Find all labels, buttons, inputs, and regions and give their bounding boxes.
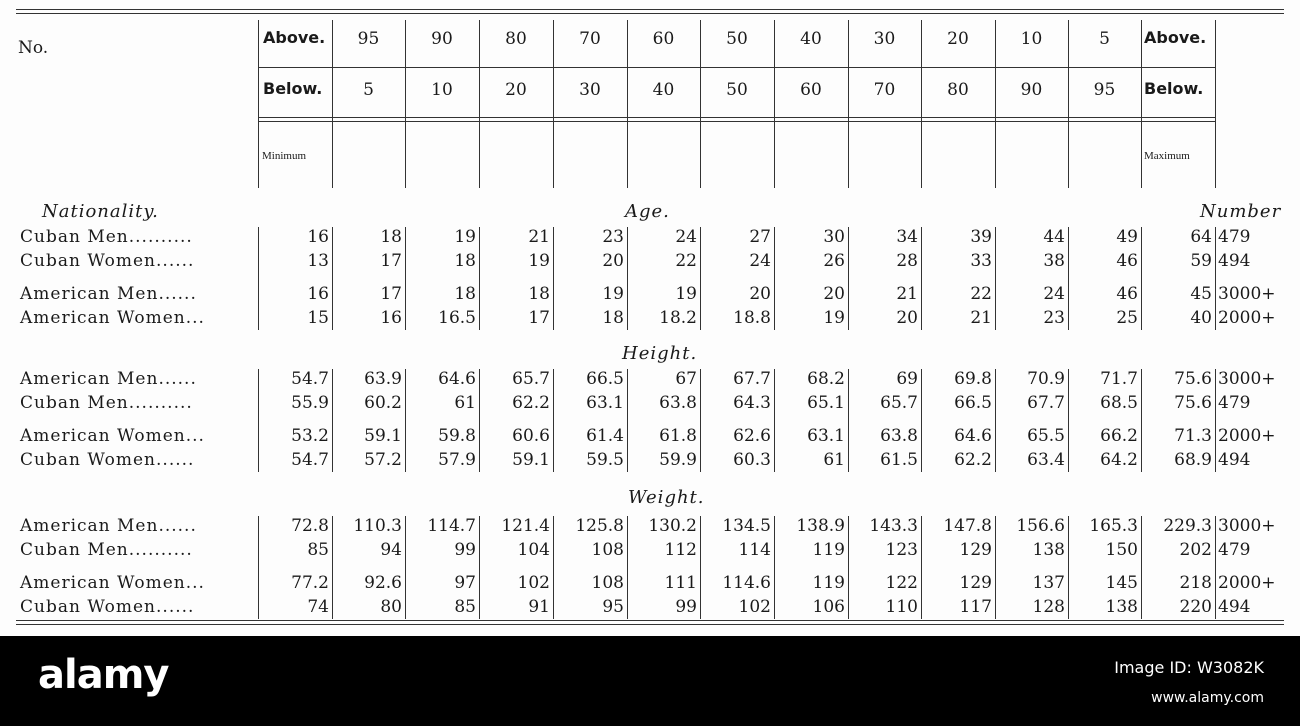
body-column-line	[700, 227, 701, 330]
row-label: American Men......	[20, 369, 197, 389]
above-percentile: 10	[1020, 29, 1043, 49]
header-mid-rule	[258, 67, 1215, 68]
table-cell: 69	[896, 369, 918, 389]
table-cell: 23	[1043, 308, 1065, 328]
row-label: American Women...	[20, 308, 205, 328]
table-cell: 121.4	[501, 516, 550, 536]
above-label-right: Above.	[1144, 28, 1207, 47]
table-cell: 130.2	[648, 516, 697, 536]
table-cell: 92.6	[364, 573, 402, 593]
row-number: 479	[1218, 540, 1251, 560]
body-column-line	[774, 516, 775, 619]
table-cell: 44	[1043, 227, 1065, 247]
row-number: 2000+	[1218, 426, 1276, 446]
header-column-line	[627, 20, 628, 188]
table-cell: 65.7	[880, 393, 918, 413]
nationality-heading: Nationality.	[42, 201, 159, 222]
body-column-line	[627, 516, 628, 619]
above-percentile: 70	[579, 29, 601, 49]
body-column-line	[258, 369, 259, 472]
body-column-line	[553, 369, 554, 472]
table-cell: 85	[307, 540, 329, 560]
above-percentile: 80	[505, 29, 527, 49]
table-cell: 108	[591, 540, 624, 560]
table-cell: 114.6	[722, 573, 771, 593]
table-cell: 24	[749, 251, 771, 271]
table-cell: 123	[885, 540, 918, 560]
row-label: American Women...	[20, 573, 205, 593]
header-column-line	[700, 20, 701, 188]
below-percentile: 80	[947, 80, 969, 100]
header-column-line	[258, 20, 259, 188]
table-cell: 138.9	[796, 516, 845, 536]
table-cell: 54.7	[291, 369, 329, 389]
above-percentile: 5	[1099, 29, 1110, 49]
header-column-line	[1215, 20, 1216, 188]
no-label: No.	[18, 38, 49, 58]
above-percentile: 90	[431, 29, 453, 49]
table-cell: 17	[528, 308, 550, 328]
table-cell: 61.5	[880, 450, 918, 470]
table-cell: 18.8	[733, 308, 771, 328]
header-column-line	[553, 20, 554, 188]
body-column-line	[627, 227, 628, 330]
table-cell: 102	[517, 573, 550, 593]
row-label: Cuban Women......	[20, 450, 195, 470]
table-cell: 21	[528, 227, 550, 247]
below-percentile: 40	[652, 80, 675, 100]
body-column-line	[332, 516, 333, 619]
header-column-line	[405, 20, 406, 188]
table-cell: 20	[823, 284, 845, 304]
table-cell: 66.5	[586, 369, 624, 389]
table-cell: 59.1	[512, 450, 550, 470]
table-cell: 21	[970, 308, 992, 328]
section-title: Height.	[622, 343, 698, 364]
table-cell: 19	[823, 308, 845, 328]
table-cell: 46	[1116, 284, 1138, 304]
bottom-rule	[16, 620, 1284, 621]
header-column-line	[332, 20, 333, 188]
body-column-line	[405, 227, 406, 330]
below-percentile: 90	[1020, 80, 1043, 100]
table-cell: 49	[1116, 227, 1138, 247]
body-column-line	[995, 516, 996, 619]
watermark-url: www.alamy.com	[1151, 690, 1264, 706]
section-title: Age.	[625, 201, 670, 222]
below-label: Below.	[263, 79, 323, 98]
table-cell: 16	[307, 284, 329, 304]
table-cell: 60.3	[733, 450, 771, 470]
table-cell: 39	[970, 227, 992, 247]
table-cell: 218	[1179, 573, 1212, 593]
row-number: 494	[1218, 597, 1251, 617]
table-cell: 16	[380, 308, 402, 328]
header-column-line	[1068, 20, 1069, 188]
table-cell: 85	[454, 597, 476, 617]
above-label: Above.	[263, 28, 326, 47]
table-cell: 19	[675, 284, 697, 304]
body-column-line	[700, 369, 701, 472]
table-cell: 63.1	[807, 426, 845, 446]
table-cell: 54.7	[291, 450, 329, 470]
body-column-line	[921, 516, 922, 619]
body-column-line	[627, 369, 628, 472]
table-cell: 19	[528, 251, 550, 271]
table-cell: 17	[380, 251, 402, 271]
table-cell: 117	[959, 597, 992, 617]
table-cell: 26	[823, 251, 845, 271]
table-cell: 27	[749, 227, 771, 247]
top-rule	[16, 9, 1284, 10]
body-column-line	[405, 516, 406, 619]
table-cell: 18.2	[659, 308, 697, 328]
body-column-line	[258, 516, 259, 619]
below-label-right: Below.	[1144, 79, 1204, 98]
table-cell: 112	[664, 540, 697, 560]
table-cell: 18	[454, 284, 476, 304]
maximum-label: Maximum	[1144, 150, 1190, 162]
body-column-line	[1215, 369, 1216, 472]
table-cell: 64.2	[1100, 450, 1138, 470]
below-percentile: 95	[1093, 80, 1116, 100]
table-cell: 18	[380, 227, 402, 247]
table-cell: 134.5	[722, 516, 771, 536]
table-cell: 28	[896, 251, 918, 271]
table-cell: 57.9	[438, 450, 476, 470]
table-cell: 55.9	[291, 393, 329, 413]
body-column-line	[258, 227, 259, 330]
table-cell: 129	[959, 540, 992, 560]
table-cell: 138	[1105, 597, 1138, 617]
below-percentile: 70	[873, 80, 896, 100]
table-cell: 18	[454, 251, 476, 271]
table-cell: 62.2	[954, 450, 992, 470]
bottom-rule-inner	[16, 624, 1284, 625]
top-rule-inner	[16, 13, 1284, 14]
image-id-text: Image ID: W3082K	[1114, 658, 1264, 677]
table-cell: 137	[1032, 573, 1065, 593]
table-cell: 99	[454, 540, 476, 560]
table-cell: 67	[675, 369, 697, 389]
table-cell: 62.2	[512, 393, 550, 413]
table-cell: 16.5	[438, 308, 476, 328]
row-number: 2000+	[1218, 573, 1276, 593]
table-cell: 165.3	[1089, 516, 1138, 536]
row-label: Cuban Men..........	[20, 227, 193, 247]
table-cell: 119	[812, 540, 845, 560]
table-cell: 63.8	[880, 426, 918, 446]
table-cell: 75.6	[1174, 393, 1212, 413]
below-percentile: 5	[363, 80, 374, 100]
table-cell: 16	[307, 227, 329, 247]
above-percentile: 60	[652, 29, 675, 49]
body-column-line	[1215, 227, 1216, 330]
above-percentile: 40	[800, 29, 822, 49]
table-cell: 24	[675, 227, 697, 247]
table-cell: 70.9	[1027, 369, 1065, 389]
table-cell: 63.4	[1027, 450, 1065, 470]
table-cell: 67.7	[733, 369, 771, 389]
row-number: 479	[1218, 393, 1251, 413]
body-column-line	[479, 369, 480, 472]
table-cell: 64.3	[733, 393, 771, 413]
below-percentile: 30	[579, 80, 601, 100]
table-cell: 156.6	[1016, 516, 1065, 536]
body-column-line	[1068, 369, 1069, 472]
table-cell: 68.2	[807, 369, 845, 389]
table-cell: 22	[675, 251, 697, 271]
row-number: 494	[1218, 251, 1251, 271]
table-cell: 91	[528, 597, 550, 617]
header-column-line	[921, 20, 922, 188]
table-cell: 80	[380, 597, 402, 617]
above-percentile: 95	[357, 29, 380, 49]
table-cell: 18	[602, 308, 624, 328]
table-cell: 74	[307, 597, 329, 617]
below-percentile: 20	[505, 80, 527, 100]
body-column-line	[332, 227, 333, 330]
table-cell: 138	[1032, 540, 1065, 560]
table-cell: 202	[1179, 540, 1212, 560]
above-percentile: 50	[726, 29, 748, 49]
table-cell: 59.8	[438, 426, 476, 446]
table-cell: 110.3	[353, 516, 402, 536]
row-label: American Women...	[20, 426, 205, 446]
header-column-line	[995, 20, 996, 188]
table-cell: 30	[823, 227, 845, 247]
table-cell: 24	[1043, 284, 1065, 304]
table-cell: 129	[959, 573, 992, 593]
body-column-line	[1215, 516, 1216, 619]
table-cell: 20	[602, 251, 624, 271]
table-cell: 63.9	[364, 369, 402, 389]
body-column-line	[1068, 227, 1069, 330]
row-number: 3000+	[1218, 284, 1276, 304]
table-cell: 65.1	[807, 393, 845, 413]
table-cell: 25	[1116, 308, 1138, 328]
row-label: Cuban Men..........	[20, 540, 193, 560]
row-label: Cuban Women......	[20, 251, 195, 271]
table-cell: 71.7	[1100, 369, 1138, 389]
table-cell: 114	[738, 540, 771, 560]
row-number: 2000+	[1218, 308, 1276, 328]
row-label: Cuban Men..........	[20, 393, 193, 413]
table-cell: 34	[896, 227, 918, 247]
body-column-line	[848, 369, 849, 472]
table-cell: 33	[970, 251, 992, 271]
table-cell: 60.2	[364, 393, 402, 413]
watermark-banner	[0, 636, 1300, 726]
table-cell: 106	[812, 597, 845, 617]
table-cell: 64	[1190, 227, 1212, 247]
table-cell: 19	[454, 227, 476, 247]
table-cell: 65.5	[1027, 426, 1065, 446]
table-cell: 97	[454, 573, 476, 593]
table-cell: 23	[602, 227, 624, 247]
table-cell: 143.3	[869, 516, 918, 536]
table-cell: 59	[1190, 251, 1212, 271]
table-cell: 61	[454, 393, 476, 413]
header-column-line	[479, 20, 480, 188]
table-cell: 59.5	[586, 450, 624, 470]
table-cell: 65.7	[512, 369, 550, 389]
table-cell: 102	[738, 597, 771, 617]
table-cell: 110	[885, 597, 918, 617]
table-cell: 150	[1105, 540, 1138, 560]
table-cell: 61.8	[659, 426, 697, 446]
table-cell: 71.3	[1174, 426, 1212, 446]
body-column-line	[1141, 369, 1142, 472]
header-column-line	[774, 20, 775, 188]
below-percentile: 60	[800, 80, 822, 100]
table-cell: 53.2	[291, 426, 329, 446]
table-cell: 20	[749, 284, 771, 304]
table-cell: 94	[380, 540, 402, 560]
table-cell: 114.7	[427, 516, 476, 536]
body-column-line	[479, 227, 480, 330]
minimum-label: Minimum	[262, 150, 307, 162]
table-cell: 125.8	[575, 516, 624, 536]
row-label: Cuban Women......	[20, 597, 195, 617]
section-title: Weight.	[628, 487, 705, 508]
table-cell: 40	[1190, 308, 1212, 328]
header-column-line	[1141, 20, 1142, 188]
row-number: 3000+	[1218, 369, 1276, 389]
body-column-line	[1068, 516, 1069, 619]
table-cell: 15	[307, 308, 329, 328]
table-cell: 147.8	[943, 516, 992, 536]
body-column-line	[774, 227, 775, 330]
table-cell: 62.6	[733, 426, 771, 446]
row-number: 494	[1218, 450, 1251, 470]
table-cell: 68.9	[1174, 450, 1212, 470]
table-cell: 122	[885, 573, 918, 593]
below-percentile: 10	[431, 80, 453, 100]
table-cell: 61.4	[586, 426, 624, 446]
row-number: 479	[1218, 227, 1251, 247]
body-column-line	[553, 227, 554, 330]
number-heading: Number	[1200, 201, 1282, 222]
table-cell: 67.7	[1027, 393, 1065, 413]
body-column-line	[1141, 227, 1142, 330]
body-column-line	[332, 369, 333, 472]
table-cell: 64.6	[438, 369, 476, 389]
table-cell: 20	[896, 308, 918, 328]
table-cell: 111	[664, 573, 697, 593]
table-cell: 18	[528, 284, 550, 304]
table-cell: 38	[1043, 251, 1065, 271]
table-cell: 68.5	[1100, 393, 1138, 413]
table-cell: 64.6	[954, 426, 992, 446]
table-cell: 108	[591, 573, 624, 593]
body-column-line	[774, 369, 775, 472]
body-column-line	[848, 227, 849, 330]
table-cell: 22	[970, 284, 992, 304]
body-column-line	[995, 369, 996, 472]
table-cell: 75.6	[1174, 369, 1212, 389]
body-column-line	[1141, 516, 1142, 619]
table-cell: 19	[602, 284, 624, 304]
body-column-line	[405, 369, 406, 472]
alamy-logo: alamy	[38, 652, 169, 698]
header-double-rule	[258, 117, 1215, 118]
table-cell: 59.9	[659, 450, 697, 470]
body-column-line	[479, 516, 480, 619]
row-label: American Men......	[20, 284, 197, 304]
above-percentile: 30	[873, 29, 896, 49]
body-column-line	[921, 227, 922, 330]
table-cell: 17	[380, 284, 402, 304]
table-cell: 69.8	[954, 369, 992, 389]
table-cell: 128	[1032, 597, 1065, 617]
header-double-rule-inner	[258, 121, 1215, 122]
body-column-line	[848, 516, 849, 619]
above-percentile: 20	[947, 29, 969, 49]
body-column-line	[700, 516, 701, 619]
table-cell: 59.1	[364, 426, 402, 446]
table-cell: 57.2	[364, 450, 402, 470]
table-cell: 145	[1105, 573, 1138, 593]
table-cell: 66.5	[954, 393, 992, 413]
body-column-line	[995, 227, 996, 330]
table-cell: 63.1	[586, 393, 624, 413]
table-cell: 61	[823, 450, 845, 470]
table-cell: 95	[602, 597, 624, 617]
body-column-line	[553, 516, 554, 619]
table-cell: 45	[1190, 284, 1212, 304]
table-cell: 99	[675, 597, 697, 617]
body-column-line	[921, 369, 922, 472]
table-cell: 13	[307, 251, 329, 271]
table-cell: 60.6	[512, 426, 550, 446]
row-number: 3000+	[1218, 516, 1276, 536]
header-column-line	[848, 20, 849, 188]
table-cell: 229.3	[1163, 516, 1212, 536]
table-cell: 77.2	[291, 573, 329, 593]
row-label: American Men......	[20, 516, 197, 536]
table-cell: 66.2	[1100, 426, 1138, 446]
table-cell: 72.8	[291, 516, 329, 536]
table-cell: 119	[812, 573, 845, 593]
below-percentile: 50	[726, 80, 748, 100]
table-cell: 220	[1179, 597, 1212, 617]
table-cell: 63.8	[659, 393, 697, 413]
table-cell: 46	[1116, 251, 1138, 271]
table-cell: 104	[517, 540, 550, 560]
table-cell: 21	[896, 284, 918, 304]
